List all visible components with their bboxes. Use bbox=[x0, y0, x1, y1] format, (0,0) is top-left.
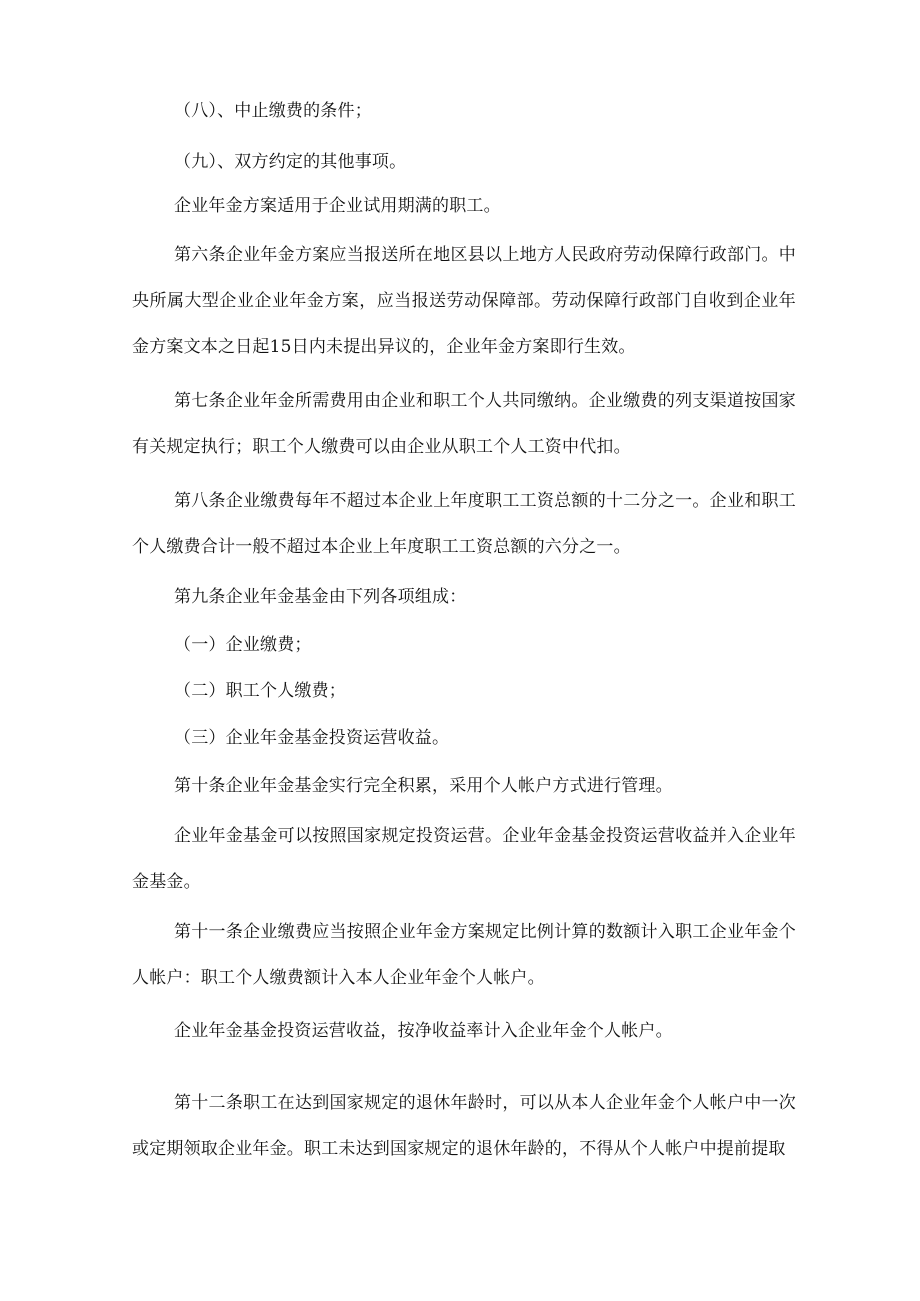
applicability-paragraph: 企业年金方案适用于企业试用期满的职工。 bbox=[174, 196, 501, 216]
article-12-paragraph: 第十二条职工在达到国家规定的退休年龄时，可以从本人企业年金个人帐户中一次或定期领取企业年金。职工未达到国家规定的退休年龄的，不得从个人帐户中提前提取 bbox=[132, 1093, 796, 1159]
list-item-3: （三）企业年金基金投资运营收益。 bbox=[174, 728, 450, 748]
article-7-paragraph: 第七条企业年金所需费用由企业和职工个人共同缴纳。企业缴费的列支渠道按国家有关规定执行；职工个人缴费可以由企业从职工个人工资中代扣。 bbox=[132, 391, 796, 457]
investment-paragraph: 企业年金基金可以按照国家规定投资运营。企业年金基金投资运营收益并入企业年金基金。 bbox=[132, 826, 796, 892]
article-6-paragraph: 第六条企业年金方案应当报送所在地区县以上地方人民政府劳动保障行政部门。中央所属大型企业企业年金方案，应当报送劳动保障部。劳动保障行政部门自收到企业年金方案文本之日起15日内未提出异议的，企业年金方案即行生效。 bbox=[132, 245, 796, 357]
clause-8-item: （八）、中止缴费的条件； bbox=[174, 101, 372, 121]
list-item-1: （一）企业缴费； bbox=[174, 635, 312, 655]
returns-paragraph: 企业年金基金投资运营收益，按净收益率计入企业年金个人帐户。 bbox=[174, 1021, 673, 1041]
clause-9-item: （九）、双方约定的其他事项。 bbox=[174, 152, 407, 172]
article-11-paragraph: 第十一条企业缴费应当按照企业年金方案规定比例计算的数额计入职工企业年金个人帐户：职工个人缴费额计入本人企业年金个人帐户。 bbox=[132, 922, 796, 988]
article-10-paragraph: 第十条企业年金基金实行完全积累，采用个人帐户方式进行管理。 bbox=[174, 776, 673, 796]
article-8-paragraph: 第八条企业缴费每年不超过本企业上年度职工工资总额的十二分之一。企业和职工个人缴费合计一般不超过本企业上年度职工工资总额的六分之一。 bbox=[132, 491, 796, 557]
article-9-paragraph: 第九条企业年金基金由下列各项组成： bbox=[174, 587, 467, 607]
list-item-2: （二）职工个人缴费； bbox=[174, 681, 346, 701]
